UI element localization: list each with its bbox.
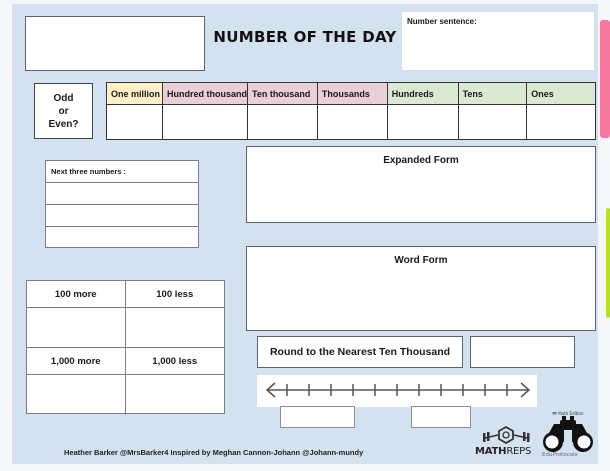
pv-cell-hundreds[interactable]: [387, 105, 458, 140]
place-value-input-row: [107, 105, 596, 140]
or-label: or: [58, 105, 69, 117]
place-value-table: [106, 82, 596, 140]
pv-cell-tens[interactable]: [458, 105, 527, 140]
pv-header-hundreds: Hundreds: [387, 83, 458, 105]
thousand-less-label: 1,000 less: [126, 348, 225, 375]
next-three-numbers-box: [45, 160, 199, 248]
number-of-day-input[interactable]: [25, 16, 205, 71]
hundred-more-input[interactable]: [27, 308, 126, 348]
side-tab-green[interactable]: [606, 208, 610, 318]
footer-credit: Heather Barker @MrsBarker4 Inspired by Meghan Cannon-Johann @Johann-mundy: [64, 448, 364, 457]
eduprotocols-text: EduProtocols: [542, 452, 578, 458]
number-sentence-label: Number sentence:: [407, 17, 477, 26]
round-label: Round to the Nearest Ten Thousand: [269, 346, 451, 358]
pv-header-thousands: Thousands: [317, 83, 387, 105]
odd-label: Odd: [53, 92, 74, 104]
next-three-label: Next three numbers :: [51, 167, 127, 176]
expanded-form-label: Expanded Form: [383, 155, 459, 166]
hundred-more-label: 100 more: [27, 281, 126, 308]
thousand-more-label: 1,000 more: [27, 348, 126, 375]
expanded-form-box[interactable]: [246, 146, 596, 223]
math-edition-label: ∞ Math Edition: [552, 410, 584, 417]
pv-header-hundred-thousand: Hundred thousand: [162, 83, 247, 105]
binoculars-icon: [540, 414, 596, 454]
number-sentence-box[interactable]: [402, 12, 594, 70]
mathreps-light-text: REPS: [506, 446, 532, 457]
number-line-icon: [257, 375, 537, 407]
more-less-table: [26, 280, 225, 414]
number-line-upper-input[interactable]: [411, 406, 471, 428]
next-number-3[interactable]: [46, 227, 198, 249]
place-value-header-row: [107, 83, 596, 105]
pv-cell-hundred-thousand[interactable]: [162, 105, 247, 140]
pv-header-tens: Tens: [458, 83, 527, 105]
page-title: NUMBER OF THE DAY: [213, 28, 397, 46]
rounded-answer-input[interactable]: [470, 336, 575, 368]
mathreps-logo: [475, 424, 537, 460]
thousand-more-input[interactable]: [27, 375, 126, 415]
pv-header-ones: Ones: [527, 83, 596, 105]
next-three-header: [46, 161, 198, 183]
even-label: Even?: [48, 118, 79, 130]
word-form-box[interactable]: [246, 246, 596, 331]
odd-or-even-box[interactable]: [34, 83, 93, 139]
pv-header-one-million: One million: [107, 83, 163, 105]
mathreps-bold-text: MATH: [475, 446, 507, 457]
dumbbell-hexagon-icon: [475, 424, 537, 446]
round-label-box: [257, 336, 463, 368]
pv-cell-thousands[interactable]: [317, 105, 387, 140]
word-form-label: Word Form: [394, 255, 448, 266]
pv-cell-ones[interactable]: [527, 105, 596, 140]
number-line-lower-input[interactable]: [280, 406, 355, 428]
number-line: [257, 375, 537, 407]
thousand-less-input[interactable]: [126, 375, 225, 415]
eduprotocols-logo: [540, 410, 596, 462]
next-number-1[interactable]: [46, 183, 198, 205]
hundred-less-input[interactable]: [126, 308, 225, 348]
pv-header-ten-thousand: Ten thousand: [247, 83, 317, 105]
pv-cell-ten-thousand[interactable]: [247, 105, 317, 140]
hundred-less-label: 100 less: [126, 281, 225, 308]
side-tab-pink[interactable]: [600, 20, 610, 138]
pv-cell-one-million[interactable]: [107, 105, 163, 140]
next-number-2[interactable]: [46, 205, 198, 227]
